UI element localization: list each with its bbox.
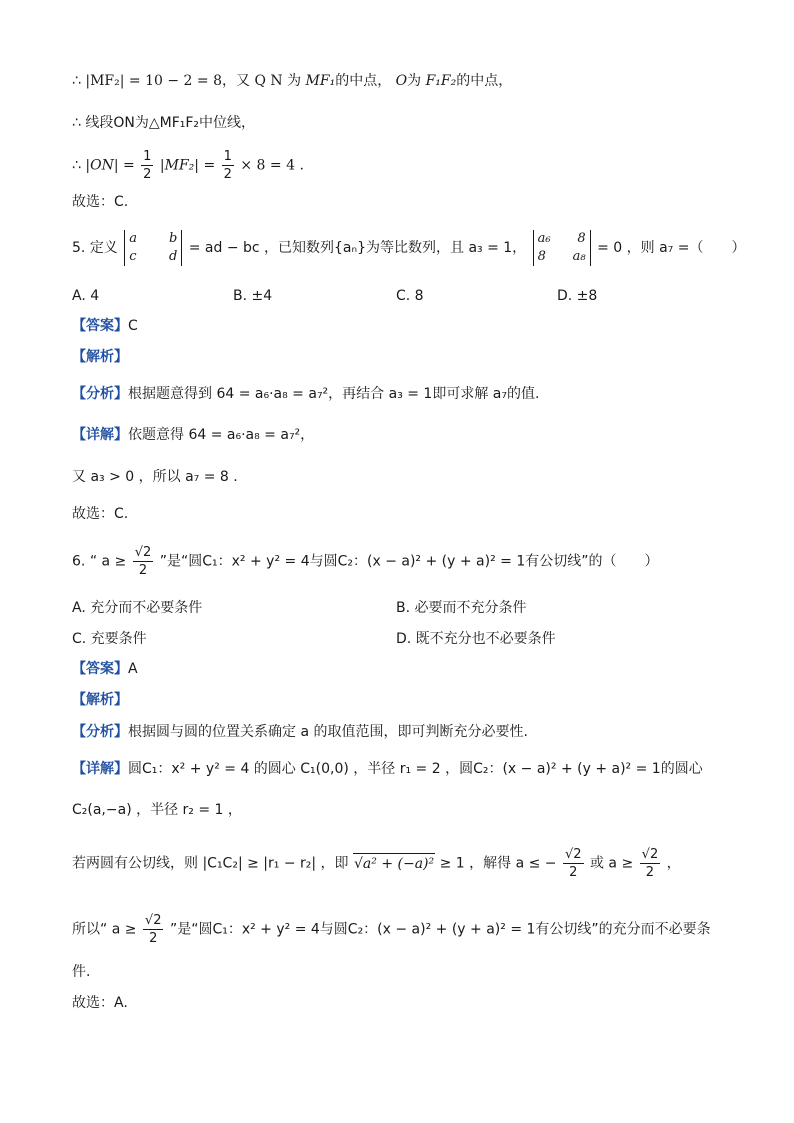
q5-xiangjie: 【详解】依题意得 64 = a₆·a₈ = a₇²， bbox=[72, 427, 315, 443]
q6-tangent: 若两圆有公切线，则 |C₁C₂| ≥ |r₁ − r₂| ，即 √a² + (−a)² ≥ 1 ，解得 a ≤ − $\frac{√2}{2}$ 或 a ≥ $\frac{√2}{2}$ ， bbox=[72, 847, 681, 880]
q5-analysis-label: 【解析】 bbox=[72, 349, 128, 365]
q5-conclusion: 故选：C. bbox=[72, 506, 129, 522]
q5-option-d: D. ±8 bbox=[557, 288, 598, 304]
q4-line3: ∴ |ON| = $\frac{1}{2}$ |MF₂| = $\frac{1}{2}$ × 8 = 4 . bbox=[72, 149, 304, 182]
q4-line2: ∴ 线段ON为△MF₁F₂中位线， bbox=[72, 115, 256, 131]
fraction-half: $\frac{1}{2}$ bbox=[223, 149, 232, 182]
q5-option-b: B. ±4 bbox=[233, 288, 273, 304]
q5-option-c: C. 8 bbox=[396, 288, 424, 304]
q6-option-a: A. 充分而不必要条件 bbox=[72, 600, 203, 616]
q6-fenxi: 【分析】根据圆与圆的位置关系确定 a 的取值范围，即可判断充分必要性. bbox=[72, 724, 528, 740]
q6-so: 所以“ a ≥ $\frac{√2}{2}$ ”是“圆C₁：x² + y² = 4与圆C₂：(x − a)² + (y + a)² = 1有公切线”的充分而不必要条 bbox=[72, 913, 711, 946]
q6-option-d: D. 既不充分也不必要条件 bbox=[396, 631, 556, 647]
q6-option-b: B. 必要而不充分条件 bbox=[396, 600, 527, 616]
determinant-definition: a b c d bbox=[124, 230, 182, 266]
q6-conclusion: 故选：A. bbox=[72, 995, 128, 1011]
q5-fenxi: 【分析】根据题意得到 64 = a₆·a₈ = a₇²，再结合 a₃ = 1即可求解 a₇的值. bbox=[72, 386, 540, 402]
q6-center2: C₂(a,−a) ，半径 r₂ = 1 ， bbox=[72, 802, 242, 818]
q5-option-a: A. 4 bbox=[72, 288, 100, 304]
fraction-sqrt2-over-2: $\frac{√2}{2}$ bbox=[564, 847, 582, 880]
q5-stem: 5. 定义 a b c d = ad − bc ，已知数列{aₙ}为等比数列，且 a₃ = 1， a₆ 8 8 a₈ = 0 ，则 a₇ =（ ） bbox=[72, 231, 746, 264]
q5-answer: 【答案】C bbox=[72, 318, 138, 334]
q6-option-c: C. 充要条件 bbox=[72, 631, 147, 647]
q4-conclusion: 故选：C. bbox=[72, 194, 129, 210]
q6-answer: 【答案】A bbox=[72, 661, 138, 677]
q5-step2: 又 a₃ > 0 ，所以 a₇ = 8 . bbox=[72, 469, 238, 485]
fraction-sqrt2-over-2: $\frac{√2}{2}$ bbox=[134, 545, 152, 578]
q6-xiangjie: 【详解】圆C₁：x² + y² = 4 的圆心 C₁(0,0) ，半径 r₁ = 2 ，圆C₂：(x − a)² + (y + a)² = 1的圆心 bbox=[72, 761, 703, 777]
q4-line1: ∴ |MF₂| = 10 − 2 = 8，又 Q N 为 MF₁的中点， O为 F₁F₂的中点， bbox=[72, 73, 513, 89]
fraction-sqrt2-over-2: $\frac{√2}{2}$ bbox=[144, 913, 162, 946]
determinant-condition: a₆ 8 8 a₈ bbox=[533, 230, 591, 266]
sqrt-expression: √a² + (−a)² bbox=[353, 853, 435, 874]
fraction-half: $\frac{1}{2}$ bbox=[143, 149, 152, 182]
q6-so-end: 件. bbox=[72, 964, 91, 980]
fraction-sqrt2-over-2: $\frac{√2}{2}$ bbox=[641, 847, 659, 880]
q6-stem: 6. “ a ≥ $\frac{√2}{2}$ ”是“圆C₁：x² + y² = 4与圆C₂：(x − a)² + (y + a)² = 1有公切线”的（ ） bbox=[72, 545, 659, 578]
q6-analysis-label: 【解析】 bbox=[72, 692, 128, 708]
